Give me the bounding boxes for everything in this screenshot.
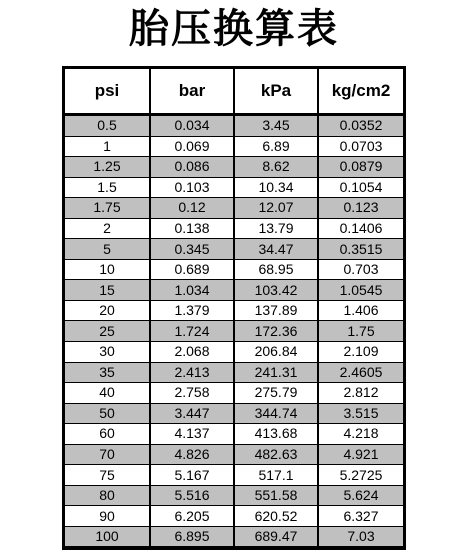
bar-cell: 4.826 (150, 444, 234, 465)
psi-cell: 25 (65, 321, 150, 342)
kg-cm2-cell: 0.0703 (318, 136, 403, 157)
table-row (65, 115, 403, 137)
kg-cm2-cell: 2.4605 (318, 362, 403, 383)
bar-cell: 2.413 (150, 362, 234, 383)
bar-cell: 0.086 (150, 157, 234, 178)
psi-cell: 40 (65, 383, 150, 404)
kg-cm2-cell: 0.1054 (318, 177, 403, 198)
kg-cm2-cell: 0.3515 (318, 239, 403, 260)
kpa-cell: 620.52 (234, 506, 318, 527)
header-bar: bar (150, 69, 234, 115)
psi-cell: 2 (65, 218, 150, 239)
kpa-cell: 12.07 (234, 198, 318, 219)
bar-cell: 2.758 (150, 383, 234, 404)
table-row (65, 444, 403, 465)
table-row (65, 526, 403, 546)
kpa-cell: 482.63 (234, 444, 318, 465)
header-psi: psi (65, 69, 150, 115)
psi-cell: 60 (65, 424, 150, 445)
bar-cell: 2.068 (150, 342, 234, 363)
kpa-cell: 103.42 (234, 280, 318, 301)
table-row (65, 136, 403, 157)
table-row (65, 157, 403, 178)
page-title: 胎压换算表 (129, 6, 339, 52)
psi-cell: 30 (65, 342, 150, 363)
table-row (65, 465, 403, 486)
kg-cm2-cell: 0.123 (318, 198, 403, 219)
kg-cm2-cell: 7.03 (318, 526, 403, 546)
bar-cell: 0.12 (150, 198, 234, 219)
kpa-cell: 689.47 (234, 526, 318, 546)
kg-cm2-cell: 0.0879 (318, 157, 403, 178)
bar-cell: 0.069 (150, 136, 234, 157)
header-row (65, 69, 403, 115)
bar-cell: 0.034 (150, 115, 234, 137)
kg-cm2-cell: 0.0352 (318, 115, 403, 137)
kg-cm2-cell: 2.812 (318, 383, 403, 404)
psi-cell: 90 (65, 506, 150, 527)
bar-cell: 5.167 (150, 465, 234, 486)
psi-cell: 50 (65, 403, 150, 424)
kpa-cell: 34.47 (234, 239, 318, 260)
table-row (65, 383, 403, 404)
kpa-cell: 68.95 (234, 259, 318, 280)
kg-cm2-cell: 6.327 (318, 506, 403, 527)
kpa-cell: 241.31 (234, 362, 318, 383)
table-row (65, 403, 403, 424)
psi-cell: 1 (65, 136, 150, 157)
table-row (65, 424, 403, 445)
table-row (65, 198, 403, 219)
table-row (65, 259, 403, 280)
table-row (65, 362, 403, 383)
kg-cm2-cell: 1.406 (318, 300, 403, 321)
kpa-cell: 551.58 (234, 485, 318, 506)
bar-cell: 6.205 (150, 506, 234, 527)
kg-cm2-cell: 2.109 (318, 342, 403, 363)
kpa-cell: 13.79 (234, 218, 318, 239)
psi-cell: 10 (65, 259, 150, 280)
bar-cell: 1.724 (150, 321, 234, 342)
kpa-cell: 275.79 (234, 383, 318, 404)
kpa-cell: 172.36 (234, 321, 318, 342)
table-row (65, 485, 403, 506)
table-header (65, 69, 403, 115)
psi-cell: 0.5 (65, 115, 150, 137)
psi-cell: 75 (65, 465, 150, 486)
kpa-cell: 10.34 (234, 177, 318, 198)
psi-cell: 20 (65, 300, 150, 321)
bar-cell: 1.034 (150, 280, 234, 301)
psi-cell: 35 (65, 362, 150, 383)
table-body (65, 115, 403, 547)
kpa-cell: 413.68 (234, 424, 318, 445)
bar-cell: 0.138 (150, 218, 234, 239)
psi-cell: 1.75 (65, 198, 150, 219)
psi-cell: 15 (65, 280, 150, 301)
kpa-cell: 517.1 (234, 465, 318, 486)
kpa-cell: 137.89 (234, 300, 318, 321)
bar-cell: 1.379 (150, 300, 234, 321)
table-row (65, 280, 403, 301)
kg-cm2-cell: 3.515 (318, 403, 403, 424)
table-row (65, 342, 403, 363)
table-row (65, 300, 403, 321)
bar-cell: 4.137 (150, 424, 234, 445)
bar-cell: 3.447 (150, 403, 234, 424)
conversion-table (65, 69, 403, 546)
kg-cm2-cell: 4.921 (318, 444, 403, 465)
psi-cell: 5 (65, 239, 150, 260)
conversion-table-frame (62, 66, 406, 550)
bar-cell: 0.345 (150, 239, 234, 260)
kpa-cell: 3.45 (234, 115, 318, 137)
psi-cell: 70 (65, 444, 150, 465)
kpa-cell: 8.62 (234, 157, 318, 178)
table-row (65, 218, 403, 239)
kpa-cell: 206.84 (234, 342, 318, 363)
table-row (65, 506, 403, 527)
kpa-cell: 344.74 (234, 403, 318, 424)
kg-cm2-cell: 0.703 (318, 259, 403, 280)
kg-cm2-cell: 4.218 (318, 424, 403, 445)
header-kg-cm2: kg/cm2 (318, 69, 403, 115)
kpa-cell: 6.89 (234, 136, 318, 157)
psi-cell: 1.25 (65, 157, 150, 178)
psi-cell: 100 (65, 526, 150, 546)
bar-cell: 0.103 (150, 177, 234, 198)
psi-cell: 80 (65, 485, 150, 506)
header-kpa: kPa (234, 69, 318, 115)
psi-cell: 1.5 (65, 177, 150, 198)
kg-cm2-cell: 1.75 (318, 321, 403, 342)
bar-cell: 0.689 (150, 259, 234, 280)
kg-cm2-cell: 1.0545 (318, 280, 403, 301)
kg-cm2-cell: 5.2725 (318, 465, 403, 486)
table-row (65, 321, 403, 342)
kg-cm2-cell: 5.624 (318, 485, 403, 506)
kg-cm2-cell: 0.1406 (318, 218, 403, 239)
table-row (65, 239, 403, 260)
bar-cell: 6.895 (150, 526, 234, 546)
table-row (65, 177, 403, 198)
bar-cell: 5.516 (150, 485, 234, 506)
